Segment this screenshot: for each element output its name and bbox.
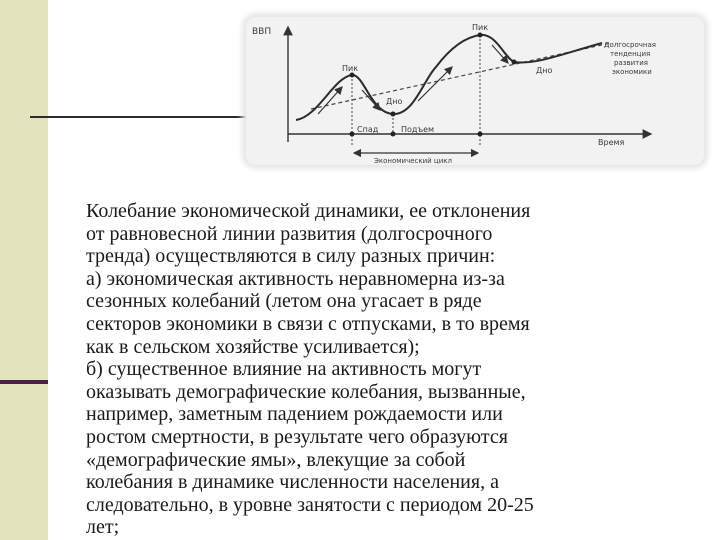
body-text (86, 200, 656, 539)
text-line: а) экономическая активность неравномерна из-за (86, 267, 505, 290)
phase-dot-3 (478, 132, 483, 137)
peak-left-label: Пик (342, 64, 359, 73)
phase-dot-2 (391, 132, 396, 137)
cycle-label: Экономический цикл (374, 157, 452, 165)
x-axis-label: Время (598, 138, 625, 147)
left-bar-accent (0, 380, 48, 384)
phase-dot-1 (350, 132, 355, 137)
text-line: б) существенное влияние на активность могут (86, 358, 482, 381)
text-line: от равновесной линии развития (долгосрочного (86, 222, 493, 245)
text-line: колебания в динамике численности населения, а (86, 471, 499, 494)
text-line: следовательно, в уровне занятости с периодом 20-25 (86, 493, 534, 516)
peak-left-dot (350, 73, 355, 78)
business-cycle-diagram (246, 17, 704, 165)
trough-right-label: Дно (536, 66, 553, 75)
recession-label: Спад (357, 125, 379, 134)
recovery-label: Подъем (401, 125, 435, 134)
trough-left-label: Дно (386, 97, 403, 106)
text-line: оказывать демографические колебания, вызванные, (86, 380, 526, 403)
text-line: секторов экономики в связи с отпусками, в то время (86, 312, 530, 335)
trend-label-line: развития (614, 59, 648, 67)
trend-label-line: Долгосрочная (604, 41, 656, 49)
text-line: как в сельском хозяйстве усиливается); (86, 335, 420, 358)
text-line: «демографические ямы», влекущие за собой (86, 448, 466, 471)
trend-arrow-1 (362, 90, 380, 110)
y-axis-label: ВВП (252, 27, 272, 37)
text-line: сезонных колебаний (летом она угасает в ряде (86, 290, 482, 313)
peak-right-dot (478, 33, 483, 38)
diagram-svg (246, 17, 704, 165)
text-line: ростом смертности, в результате чего образуются (86, 425, 508, 448)
trend-label (604, 41, 658, 76)
text-line: например, заметным падением рождаемости или (86, 403, 503, 426)
cycle-curve (296, 35, 602, 120)
text-line: лет; (86, 516, 120, 539)
trend-label-line: тенденция (610, 50, 651, 58)
left-decorative-bar (0, 0, 48, 540)
trough-left-dot (391, 112, 396, 117)
trend-label-line: экономики (612, 68, 652, 76)
trough-right-dot (512, 60, 517, 65)
title-rule (30, 116, 250, 118)
text-line: Колебание экономической динамики, ее отклонения (86, 200, 531, 222)
peak-right-label: Пик (472, 23, 489, 32)
text-line: тренда) осуществляются в силу разных причин: (86, 245, 496, 268)
